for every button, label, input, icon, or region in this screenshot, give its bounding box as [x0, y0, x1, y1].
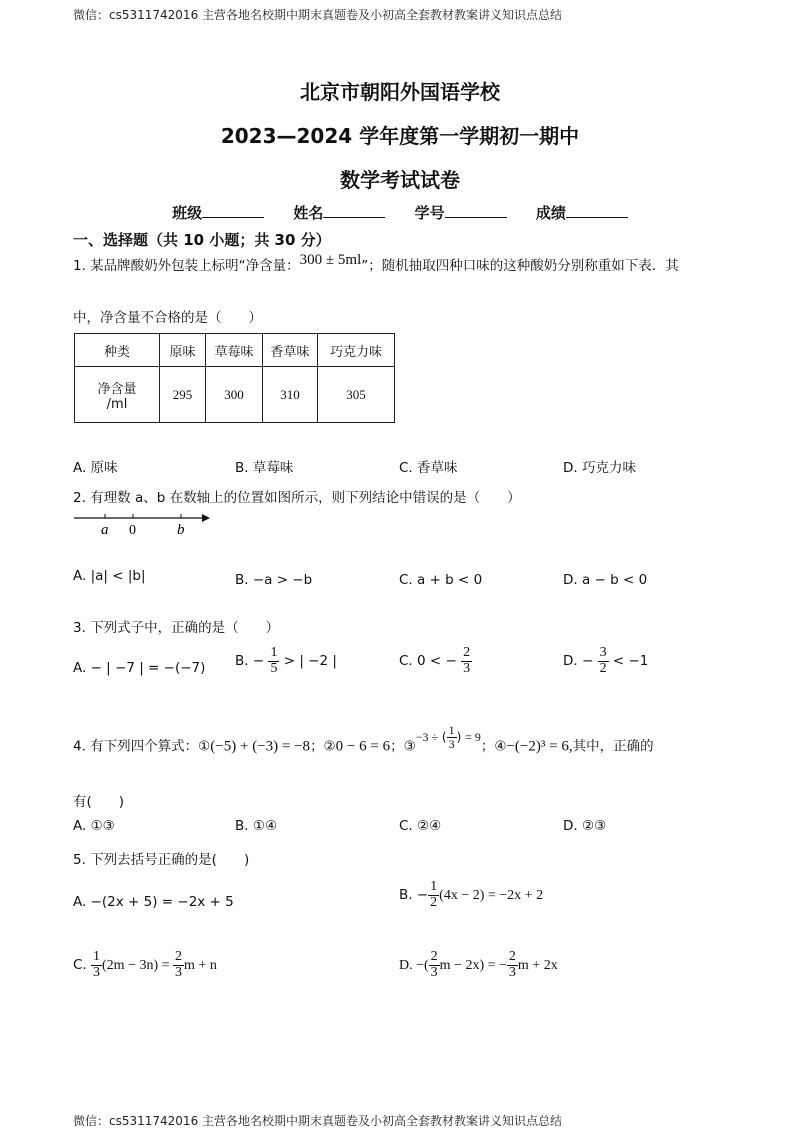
- q4-expr4: −(−2)³ = 6,: [506, 738, 573, 755]
- denominator: 2: [599, 660, 607, 676]
- numerator: 1: [448, 723, 455, 737]
- q1-table: [74, 333, 395, 423]
- id-blank[interactable]: [445, 203, 507, 218]
- q5-stem: 5. 下列去括号正确的是( ): [73, 852, 250, 868]
- q1-option-d[interactable]: D. 巧克力味: [563, 460, 636, 476]
- q4-expr3: −3 ÷ ( $\frac{1}{3}$ ) = 9: [415, 723, 481, 751]
- table-cell: 305: [318, 367, 395, 423]
- q5b-pre: B. −: [399, 887, 429, 904]
- class-blank[interactable]: [202, 203, 264, 218]
- q3b-post: > | −2 |: [279, 653, 337, 670]
- q3d-post: < −1: [608, 653, 649, 670]
- row-label-line2: /ml: [106, 396, 128, 412]
- q3c-pre: C. 0 < −: [399, 653, 457, 670]
- number-line: [72, 508, 222, 538]
- q4-option-c[interactable]: C. ②④: [399, 818, 442, 834]
- numerator: 2: [508, 949, 516, 964]
- page-footer: 微信：cs5311742016 主营各地名校期中期末真题卷及小初高全套教材教案讲义知识点总结: [73, 1114, 563, 1128]
- q1-line2: 中，净含量不合格的是（ ）: [73, 310, 262, 326]
- fraction: [429, 950, 440, 980]
- label-a: a: [101, 522, 109, 538]
- q5d-post: m + 2x: [517, 958, 558, 974]
- q1-post: ”；随机抽取四种口味的这种酸奶分别称重如下表．其: [361, 258, 679, 274]
- q3d-pre: D. −: [563, 653, 594, 670]
- fraction: [507, 950, 518, 980]
- q1-expr: 300 ± 5ml: [299, 252, 362, 268]
- table-cell: 310: [263, 367, 318, 423]
- fraction: [447, 724, 457, 750]
- q4-expr1: (−5) + (−3) = −8: [210, 738, 311, 755]
- fraction: [598, 646, 609, 676]
- score-blank[interactable]: [566, 203, 628, 218]
- q1-option-c[interactable]: C. 香草味: [399, 460, 458, 476]
- q1-pre: 1. 某品牌酸奶外包装上标明“净含量：: [73, 258, 300, 274]
- numerator: 2: [463, 645, 471, 660]
- name-blank[interactable]: [323, 203, 385, 218]
- name-label: 姓名: [293, 204, 324, 222]
- table-cell: 295: [160, 367, 206, 423]
- q5d-pre: D. −(: [399, 958, 429, 974]
- q3-option-a[interactable]: A. − | −7 | = −(−7): [73, 660, 206, 676]
- q3-option-d[interactable]: [563, 646, 648, 676]
- axis-arrow: [202, 514, 210, 522]
- q2-option-c[interactable]: C. a + b < 0: [399, 572, 483, 588]
- numerator: 2: [175, 949, 183, 964]
- q4-option-d[interactable]: D. ②③: [563, 818, 607, 834]
- numerator: 1: [93, 949, 101, 964]
- denominator: 3: [93, 964, 101, 980]
- score-label: 成绩: [535, 204, 566, 222]
- table-cell: 300: [206, 367, 263, 423]
- q5-option-d[interactable]: [399, 950, 558, 980]
- table-cell: 原味: [160, 334, 206, 367]
- numerator: 1: [430, 879, 438, 894]
- q3-option-c[interactable]: [399, 646, 472, 676]
- denominator: 3: [508, 964, 516, 980]
- fraction: [461, 646, 472, 676]
- q1-option-a[interactable]: A. 原味: [73, 460, 118, 476]
- fraction: [268, 646, 279, 676]
- table-cell: 香草味: [263, 334, 318, 367]
- q4-pre: 4. 有下列四个算式：①: [73, 738, 211, 755]
- q4-expr3b: = 9: [465, 729, 481, 744]
- fraction: [428, 880, 439, 910]
- exam-title: 数学考试试卷: [340, 168, 460, 192]
- q4-sep3: ；③: [390, 738, 416, 755]
- q1-line1: [73, 254, 679, 275]
- page-header: 微信：cs5311742016 主营各地名校期中期末真题卷及小初高全套教材教案讲义知识点总结: [73, 8, 563, 22]
- denominator: 2: [430, 894, 438, 910]
- table-cell: 种类: [75, 334, 160, 367]
- school-title: 北京市朝阳外国语学校: [300, 80, 500, 104]
- table-cell: [75, 367, 160, 423]
- q1-option-b[interactable]: B. 草莓味: [235, 460, 294, 476]
- denominator: 3: [448, 736, 455, 751]
- q2-option-b[interactable]: B. −a > −b: [235, 572, 313, 588]
- table-cell: 草莓味: [206, 334, 263, 367]
- q5b-post: (4x − 2) = −2x + 2: [439, 888, 544, 904]
- q3-option-b[interactable]: [235, 646, 337, 676]
- fraction: [91, 950, 102, 980]
- numerator: 1: [270, 645, 278, 660]
- q5-option-b[interactable]: [399, 880, 543, 910]
- q4-option-b[interactable]: B. ①④: [235, 818, 278, 834]
- fraction: [173, 950, 184, 980]
- q4-option-a[interactable]: A. ①③: [73, 818, 115, 834]
- denominator: 3: [463, 660, 471, 676]
- q5-option-c[interactable]: [73, 950, 217, 980]
- q5d-mid: m − 2x) = −: [439, 958, 507, 974]
- row-label-line1: 净含量: [97, 381, 137, 397]
- numerator: 3: [599, 645, 607, 660]
- q5c-pre: C.: [73, 957, 92, 974]
- q2-stem: 2. 有理数 a、b 在数轴上的位置如图所示，则下列结论中错误的是（ ）: [73, 490, 521, 506]
- q4-line2: 有( ): [73, 794, 125, 810]
- class-label: 班级: [172, 204, 203, 222]
- numerator: 2: [430, 949, 438, 964]
- q4-post: 其中，正确的: [572, 738, 654, 755]
- table-cell: 巧克力味: [318, 334, 395, 367]
- q5-option-a[interactable]: A. −(2x + 5) = −2x + 5: [73, 894, 234, 910]
- q2-option-a[interactable]: A. |a| < |b|: [73, 568, 146, 584]
- id-label: 学号: [414, 204, 445, 222]
- q4-sep2: ；②: [310, 738, 336, 755]
- section-heading: 一、选择题（共 10 小题；共 30 分）: [73, 231, 331, 249]
- label-zero: 0: [129, 523, 136, 538]
- q3b-pre: B. −: [235, 653, 265, 670]
- denominator: 5: [270, 660, 278, 676]
- q5c-post: m + n: [184, 958, 217, 974]
- q4-line1: [73, 723, 654, 760]
- denominator: 3: [175, 964, 183, 980]
- q4-expr3a: −3 ÷: [415, 729, 439, 744]
- q3-stem: 3. 下列式子中，正确的是（ ）: [73, 620, 280, 636]
- denominator: 3: [430, 964, 438, 980]
- student-info: [0, 202, 800, 223]
- label-b: b: [177, 522, 185, 538]
- q5c-mid: (2m − 3n) =: [102, 958, 174, 974]
- q4-expr2: 0 − 6 = 6: [335, 738, 391, 755]
- term-title: 2023—2024 学年度第一学期初一期中: [220, 124, 580, 148]
- q2-option-d[interactable]: D. a − b < 0: [563, 572, 648, 588]
- q4-sep4: ；④: [480, 738, 507, 755]
